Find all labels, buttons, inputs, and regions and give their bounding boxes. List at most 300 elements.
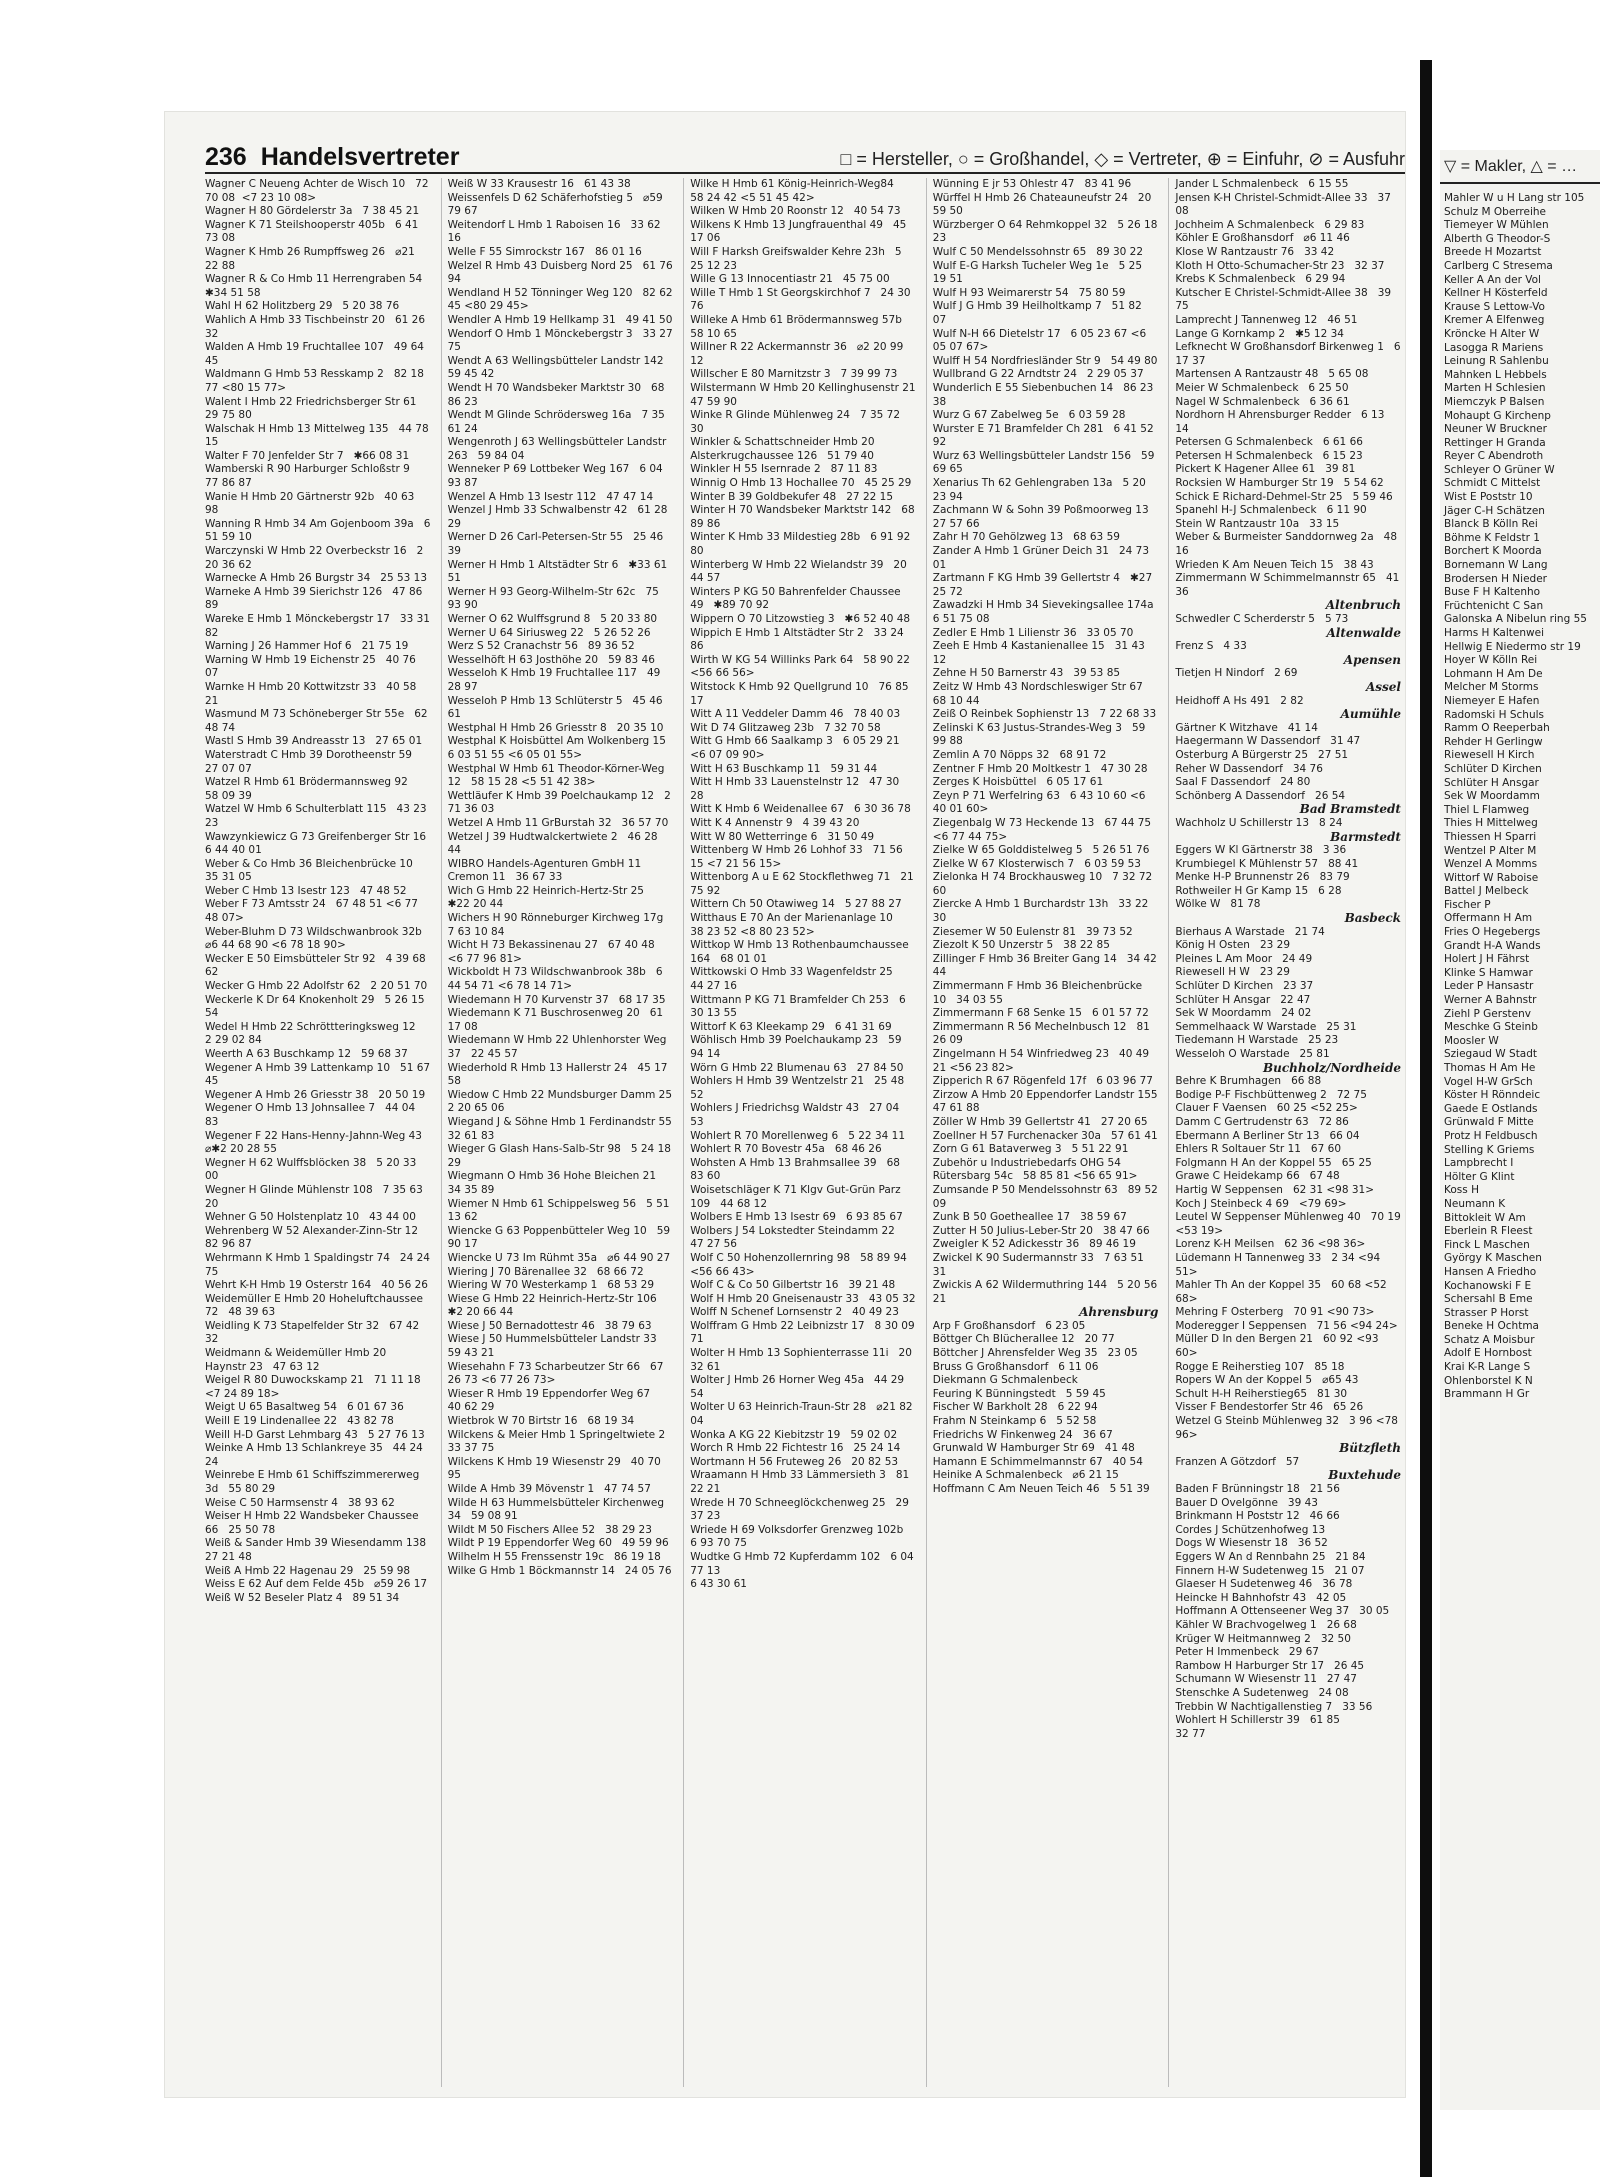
listing-entry: Zwickis A 62 Wildermuthring 144 5 20 56 21 <box>932 1279 1161 1305</box>
listing-entry: Winter K Hmb 33 Mildestieg 28b 6 91 92 80 <box>690 531 914 558</box>
adjacent-listing-entry: Schlüter H Ansgar <box>1444 776 1539 789</box>
listing-entry: Wulf C 50 Mendelssohnstr 65 89 30 22 <box>932 245 1144 258</box>
listing-column-4 <box>926 178 1168 2087</box>
listing-entry: Kutscher E Christel-Schmidt-Allee 38 39 75 <box>1175 286 1395 313</box>
listing-entry: Heinike A Schmalenbeck ⌀6 21 15 <box>932 1469 1119 1482</box>
listing-entry: Zedler E Hmb 1 Lilienstr 36 33 05 70 <box>932 626 1134 639</box>
listing-entry: Winterberg W Hmb 22 Wielandstr 39 20 44 57 <box>690 558 911 585</box>
listing-entry: Brinkmann H Poststr 12 46 66 <box>1175 1510 1340 1523</box>
town-heading: Bad Bramstedt <box>1299 802 1401 817</box>
listing-entry: Nagel W Schmalenbeck 6 36 61 <box>1175 395 1350 408</box>
listing-entry: Weber & Burmeister Sanddornweg 2a 48 16 <box>1175 531 1401 558</box>
listing-entry: Witt H 63 Buschkamp 11 59 31 44 <box>690 762 878 775</box>
listing-entry: Wittenborg A u E 62 Stockflethweg 71 21 75 92 <box>690 871 918 897</box>
listing-entry: Wiedemann H 70 Kurvenstr 37 68 17 35 <box>447 993 666 1006</box>
listing-entry: Wrede H 70 Schneeglöckchenweg 25 29 37 23 <box>690 1496 913 1523</box>
listing-entry: Wolter J Hmb 26 Horner Weg 45a 44 29 54 <box>690 1374 908 1400</box>
adjacent-listing-entry: Gaede E Ostlands <box>1444 1102 1538 1115</box>
listing-entry: Riewesell H W 23 29 <box>1175 966 1290 979</box>
adjacent-listing-entry: Galonska A Nibelun ring 55 <box>1444 613 1587 626</box>
listing-entry: Jochheim A Schmalenbeck 6 29 83 <box>1175 218 1365 231</box>
listing-entry: Wastl S Hmb 39 Andreasstr 13 27 65 01 <box>205 735 423 748</box>
listing-entry: Wölke W 81 78 <box>1175 898 1261 911</box>
listing-entry: Witthaus E 70 An der Marienanlage 10 38 23 52 <8 80 23 52> <box>690 912 903 938</box>
listing-entry: Werner U 64 Siriusweg 22 5 26 52 26 <box>447 626 651 639</box>
listing-entry: Wittmann P KG 71 Bramfelder Ch 253 6 30 13 55 <box>690 993 909 1020</box>
listing-entry: Wiegand J & Söhne Hmb 1 Ferdinandstr 55 32 61 83 <box>447 1115 682 1142</box>
adjacent-listing-entry: Schlüter D Kirchen <box>1444 762 1542 775</box>
listing-entry: Ropers W An der Koppel 5 ⌀65 43 <box>1175 1374 1359 1387</box>
listing-entry: Wohlers H Hmb 39 Wentzelstr 21 25 48 52 <box>690 1075 908 1101</box>
listing-entry: Weiser H Hmb 22 Wandsbeker Chaussee 66 25 50 78 <box>205 1510 422 1536</box>
listing-entry: Wille T Hmb 1 St Georgskirchhof 7 24 30 76 <box>690 286 914 313</box>
listing-entry: Wudtke G Hmb 72 Kupferdamm 102 6 04 77 13 <box>690 1550 918 1577</box>
listing-entry: Zimmermann W Schimmelmannstr 65 41 36 <box>1175 572 1403 598</box>
listing-entry: Rambow H Harburger Str 17 26 45 <box>1175 1659 1365 1672</box>
adjacent-listing-entry: Mahler W u H Lang str 105 <box>1444 192 1585 204</box>
listing-entry: Wilckens & Meier Hmb 1 Springeltwiete 2 33 37 75 <box>447 1428 676 1455</box>
listing-entry: Wieger G Glash Hans-Salb-Str 98 5 24 18 29 <box>447 1143 675 1169</box>
adjacent-listing-entry: Lohmann H Am De <box>1444 667 1543 680</box>
listing-entry: Wilke H Hmb 61 König-Heinrich-Weg84 58 24 42 <5 51 45 42> <box>690 178 904 204</box>
listing-entry: Heincke H Bahnhofstr 43 42 05 <box>1175 1591 1347 1604</box>
adjacent-page-legend: ▽ = Makler, △ = … <box>1440 150 1600 184</box>
adjacent-listing-entry: Kellner H Kösterfeld <box>1444 287 1548 300</box>
listing-entry: Wonka A KG 22 Kiebitzstr 19 59 02 02 <box>690 1428 898 1441</box>
adjacent-listing-entry: Niemeyer E Hafen <box>1444 694 1540 707</box>
listing-entry: Wulf J G Hmb 39 Heilholtkamp 7 51 82 07 <box>932 300 1146 326</box>
listing-entry: Waldmann G Hmb 53 Resskamp 2 82 18 77 <80 15 77> <box>205 368 428 394</box>
listing-entry: Wendorf O Hmb 1 Mönckebergstr 3 33 27 75 <box>447 327 677 354</box>
listing-entry: Wawzynkiewicz G 73 Greifenberger Str 16 6 44 40 01 <box>205 830 437 857</box>
adjacent-listing-entry: Tiemeyer W Mühlen <box>1444 219 1549 232</box>
listing-entry: Böttger Ch Blücherallee 12 20 77 <box>932 1333 1115 1346</box>
listing-entry: Heidhoff A Hs 491 2 82 <box>1175 694 1304 707</box>
listing-entry: Wetzel J 39 Hudtwalckertwiete 2 46 28 44 <box>447 830 661 857</box>
listing-entry: Werner H 93 Georg-Wilhelm-Str 62c 75 93 90 <box>447 585 663 612</box>
listing-entry: Wohlert R 70 Bovestr 45a 68 46 26 <box>690 1143 882 1156</box>
listing-entry: Willeke A Hmb 61 Brödermannsweg 57b 58 10 65 <box>690 313 912 340</box>
listing-entry: Wendt M Glinde Schrödersweg 16a 7 35 61 24 <box>447 409 669 435</box>
listing-entry: Wulf H 93 Weimarerstr 54 75 80 59 <box>932 286 1126 299</box>
listing-entry: Wiese J 50 Hummelsbütteler Landstr 33 59 43 21 <box>447 1333 667 1360</box>
adjacent-listing-entry: Köster H Rönndeic <box>1444 1089 1541 1102</box>
listing-entry: Watzel W Hmb 6 Schulterblatt 115 43 23 23 <box>205 803 430 829</box>
listing-entry: Wiese J 50 Bernadottestr 46 38 79 63 <box>447 1319 652 1332</box>
listing-entry: Petersen H Schmalenbeck 6 15 23 <box>1175 449 1363 462</box>
listing-entry: Wendler A Hmb 19 Hellkamp 31 49 41 50 <box>447 313 673 326</box>
listing-entry: Weise C 50 Harmsenstr 4 38 93 62 <box>205 1496 395 1509</box>
listing-entry: Wedel H Hmb 22 Schröttteringksweg 12 2 29 02 84 <box>205 1020 426 1047</box>
listing-entry: Wohlert H Schillerstr 39 61 85 <box>1175 1714 1340 1727</box>
listing-entry: Petersen G Schmalenbeck 6 61 66 <box>1175 436 1363 449</box>
listing-entry: Krebs K Schmalenbeck 6 29 94 <box>1175 273 1346 286</box>
adjacent-listing-entry: Mahnken L Hebbels <box>1444 368 1547 381</box>
listing-entry: Zunk B 50 Goetheallee 17 38 59 67 <box>932 1211 1127 1224</box>
listing-entry: Moderegger I Seppensen 71 56 <94 24> <box>1175 1319 1398 1332</box>
listing-entry: Wicht H 73 Bekassinenau 27 67 40 48 <6 77 96 81> <box>447 939 658 965</box>
listing-entry: Watzel R Hmb 61 Brödermannsweg 92 58 09 39 <box>205 776 418 802</box>
listing-entry: Wegener F 22 Hans-Henny-Jahnn-Weg 43 ⌀✱2 20 28 55 <box>205 1129 432 1156</box>
listing-entry: Wittenberg W Hmb 26 Lohhof 33 71 56 15 <7 21 56 15> <box>690 844 907 870</box>
listing-entry: Diekmann G Schmalenbeck <box>932 1374 1078 1387</box>
listing-entry: Grawe C Heidekamp 66 67 48 <box>1175 1170 1340 1183</box>
listing-entry: Behre K Brumhagen 66 88 <box>1175 1075 1322 1088</box>
page-header <box>205 136 1405 174</box>
listing-entry: Zahr H 70 Gehölzweg 13 68 63 59 <box>932 531 1120 544</box>
listing-entry: Wenzel J Hmb 33 Schwalbenstr 42 61 28 29 <box>447 504 671 530</box>
symbol-legend: □ = Hersteller, ○ = Großhandel, ◇ = Vertreter, ⊕ = Einfuhr, ⊘ = Ausfuhr <box>840 149 1405 169</box>
listing-entry: Wegener O Hmb 13 Johnsallee 7 44 04 83 <box>205 1102 419 1128</box>
listing-entry: Wenzel A Hmb 13 Isestr 112 47 47 14 <box>447 490 654 503</box>
listing-entry: Zipperich R 67 Rögenfeld 17f 6 03 96 77 <box>932 1075 1153 1088</box>
listing-entry: Würffel H Hmb 26 Chateauneufstr 24 20 59 50 <box>932 191 1155 218</box>
listing-entry: Wesseloh O Warstade 25 81 <box>1175 1048 1330 1060</box>
listing-entry: Wahlich A Hmb 33 Tischbeinstr 20 61 26 32 <box>205 313 429 340</box>
listing-entry: Wöhlisch Hmb 39 Poelchaukamp 23 59 94 14 <box>690 1034 905 1060</box>
town-heading: Assel <box>1365 679 1401 694</box>
listing-entry: Wegener A Hmb 26 Griesstr 38 20 50 19 <box>205 1088 426 1101</box>
adjacent-listing-entry: Breede H Mozartst <box>1444 246 1542 259</box>
listing-entry: Weitendorf L Hmb 1 Raboisen 16 33 62 16 <box>447 218 664 245</box>
listing-entry: Weerth A 63 Buschkamp 12 59 68 37 <box>205 1048 408 1060</box>
listing-entry: Witt H Hmb 33 Lauenstelnstr 12 47 30 28 <box>690 776 903 802</box>
listing-entry: Dogs W Wiesenstr 18 36 52 <box>1175 1537 1328 1550</box>
adjacent-listing-entry: Neuner W Bruckner <box>1444 423 1547 436</box>
listing-entry: Cordes J Schützenhofweg 13 <box>1175 1523 1326 1536</box>
listing-entry: Wiedemann K 71 Buschrosenweg 20 61 17 08 <box>447 1007 667 1033</box>
listing-entry: Wurz 63 Wellingsbütteler Landstr 156 59 69 65 <box>932 449 1158 476</box>
listing-entry: Wurz G 67 Zabelweg 5e 6 03 59 28 <box>932 409 1126 422</box>
listing-entry: Warning J 26 Hammer Hof 6 21 75 19 <box>205 640 409 653</box>
listing-entry: Weill H-D Garst Lehmbarg 43 5 27 76 13 <box>205 1428 425 1441</box>
listing-entry: Wit D 74 Glitzaweg 23b 7 32 70 58 <box>690 721 881 734</box>
listing-entry: Saal F Dassendorf 24 80 <box>1175 776 1311 789</box>
listing-entry: Feuring K Bünningstedt 5 59 45 <box>932 1387 1106 1400</box>
listing-entry: Leutel W Seppenser Mühlenweg 40 70 19 <53 19> <box>1175 1211 1405 1237</box>
adjacent-listing-entry: Schmidt C Mittelst <box>1444 477 1541 490</box>
listing-entry: Böttcher J Ahrensfelder Weg 35 23 05 <box>932 1347 1138 1360</box>
listing-entry: Zimmermann F Hmb 36 Bleichenbrücke 10 34 03 55 <box>932 980 1146 1006</box>
listing-entry: Wraamann H Hmb 33 Lämmersieth 3 81 22 21 <box>690 1469 913 1495</box>
listing-entry: Zielke W 65 Golddistelweg 5 5 26 51 76 <box>932 844 1150 857</box>
listing-entry: Wich G Hmb 22 Heinrich-Hertz-Str 25 ✱22 20 44 <box>447 884 655 911</box>
listing-entry: Lamprecht J Tannenweg 12 46 51 <box>1175 313 1358 326</box>
listing-entry: Zielke W 67 Klosterwisch 7 6 03 59 53 <box>932 857 1141 870</box>
listing-entry: Weidmann & Weidemüller Hmb 20 Haynstr 23 47 63 12 <box>205 1347 390 1373</box>
listing-entry: Wiedemann W Hmb 22 Uhlenhorster Weg 37 22 45 57 <box>447 1034 670 1060</box>
listing-entry: Visser F Bendestorfer Str 46 65 26 <box>1175 1401 1364 1414</box>
listing-entry: Winters P KG 50 Bahrenfelder Chaussee 49 ✱89 70 92 <box>690 585 904 612</box>
listing-entry: Winkler H 55 Isernrade 2 87 11 83 <box>690 463 878 476</box>
listing-entry: Bodige P-F Fischbüttenweg 2 72 75 <box>1175 1088 1367 1101</box>
listing-entry: Rocksien W Hamburger Str 19 5 54 62 <box>1175 477 1384 490</box>
listing-column-3 <box>683 178 926 2087</box>
listing-entry: Klose W Rantzaustr 76 33 42 <box>1175 245 1335 258</box>
adjacent-listing-entry: Finck L Maschen <box>1444 1238 1530 1251</box>
listing-entry: Stein W Rantzaustr 10a 33 15 <box>1175 517 1340 530</box>
listing-entry: Warczynski W Hmb 22 Overbeckstr 16 2 20 36 62 <box>205 545 427 571</box>
listing-entry: Wirth W KG 54 Willinks Park 64 58 90 22 <56 66 56> <box>690 653 914 680</box>
listing-entry: Warnecke A Hmb 26 Burgstr 34 25 53 13 <box>205 572 428 585</box>
page-number: 236 <box>205 143 247 171</box>
listing-entry: Wiencke G 63 Poppenbütteler Weg 10 59 90 17 <box>447 1224 674 1251</box>
listing-entry: Wehrenberg W 52 Alexander-Zinn-Str 12 82 96 87 <box>205 1224 429 1251</box>
listing-entry: Hoffmann A Ottenseener Weg 37 30 05 <box>1175 1605 1390 1618</box>
listing-entry: Finnern H-W Sudetenweg 15 21 07 <box>1175 1564 1365 1577</box>
adjacent-listing-entry: Schulz M Oberreihe <box>1444 205 1547 218</box>
listing-entry: Weidemüller E Hmb 20 Hoheluftchaussee 72 48 39 63 <box>205 1292 427 1319</box>
adjacent-listing-entry: Hoyer W Kölln Rei <box>1444 654 1538 667</box>
listing-entry: Peter H Immenbeck 29 67 <box>1175 1646 1319 1659</box>
listing-entry: Westphal W Hmb 61 Theodor-Körner-Weg 12 58 15 28 <5 51 42 38> <box>447 762 668 789</box>
listing-entry: Zeiß O Reinbek Sophienstr 13 7 22 68 33 <box>932 708 1157 721</box>
listing-entry: Tiedemann H Warstade 25 23 <box>1175 1034 1339 1047</box>
listing-entry: Westphal H Hmb 26 Griesstr 8 20 35 10 <box>447 721 664 734</box>
listing-entry: Jander L Schmalenbeck 6 15 55 <box>1175 178 1349 190</box>
listing-entry: Zillinger F Hmb 36 Breiter Gang 14 34 42 44 <box>932 952 1161 979</box>
adjacent-listing-entry: Moosler W <box>1444 1034 1499 1047</box>
listing-entry: Zingelmann H 54 Winfriedweg 23 40 49 21 <56 23 82> <box>932 1048 1153 1074</box>
listing-entry: Wolf C & Co 50 Gilbertstr 16 39 21 48 <box>690 1279 896 1292</box>
listing-entry: Wippich E Hmb 1 Altstädter Str 2 33 24 86 <box>690 626 908 653</box>
listing-entry: Weber C Hmb 13 Isestr 123 47 48 52 <box>205 884 407 897</box>
listing-entry: Zachmann W & Sohn 39 Poßmoorweg 13 27 57 66 <box>932 504 1159 530</box>
adjacent-listing-entry: Ramm O Reeperbah <box>1444 722 1550 735</box>
listing-entry: Tietjen H Nindorf 2 69 <box>1175 667 1298 680</box>
listing-entry: Lange G Kornkamp 2 ✱5 12 34 <box>1175 327 1344 340</box>
listing-entry: Eggers W Kl Gärtnerstr 38 3 36 <box>1175 844 1347 857</box>
listing-entry: Wiegmann O Hmb 36 Hohe Bleichen 21 34 35 89 <box>447 1170 667 1196</box>
adjacent-listing-entry: Jäger C-H Schätzen <box>1444 504 1545 517</box>
listing-entry: Friedrichs W Finkenweg 24 36 67 <box>932 1428 1113 1441</box>
listing-entry: Pleines L Am Moor 24 49 <box>1175 952 1313 965</box>
directory-page <box>165 112 1405 2097</box>
listing-entry: Wiemer N Hmb 61 Schippelsweg 56 5 51 13 62 <box>447 1197 673 1224</box>
town-heading: Basbeck <box>1344 911 1401 926</box>
listing-entry: Wolf H Hmb 20 Gneisenaustr 33 43 05 32 <box>690 1292 916 1305</box>
listing-entry: Wehrt K-H Hmb 19 Osterstr 164 40 56 26 <box>205 1279 428 1292</box>
listing-entry: Werner D 26 Carl-Petersen-Str 55 25 46 39 <box>447 531 667 558</box>
listing-entry: Wagner K 71 Steilshooperstr 405b 6 41 73 08 <box>205 218 422 245</box>
listing-entry: Wunderlich E 55 Siebenbuchen 14 86 23 38 <box>932 381 1157 408</box>
listing-entry: Zumsande P 50 Mendelssohnstr 63 89 52 09 <box>932 1183 1162 1210</box>
adjacent-listing-entry: Vogel H-W GrSch <box>1444 1075 1533 1088</box>
adjacent-listing-entry: Hölter G Klint <box>1444 1170 1515 1183</box>
listing-entry: Wolter H Hmb 13 Sophienterrasse 11i 20 32 61 <box>690 1347 916 1373</box>
listing-entry: Willner R 22 Ackermannstr 36 ⌀2 20 99 12 <box>690 341 907 367</box>
listing-entry: Zielonka H 74 Brockhausweg 10 7 32 72 60 <box>932 871 1156 897</box>
listing-entry: Wecker E 50 Eimsbütteler Str 92 4 39 68 62 <box>205 952 430 979</box>
listing-entry: Ziesemer W 50 Eulenstr 81 39 73 52 <box>932 925 1133 938</box>
listing-entry: Werner O 62 Wulffsgrund 8 5 20 33 80 <box>447 613 658 625</box>
adjacent-listing-entry: Grünwald F Mitte <box>1444 1116 1534 1129</box>
town-heading: Buchholz/Nordheide <box>1262 1060 1401 1075</box>
adjacent-listing-entry: Wist E Poststr 10 <box>1444 491 1533 504</box>
listing-entry: Zubehör u Industriebedarfs OHG 54 Rütersbarg 54c 58 85 81 <56 65 91> <box>932 1156 1138 1183</box>
listing-entry: Müller D In den Bergen 21 60 92 <93 60> <box>1175 1333 1382 1360</box>
listing-entry: Wichers H 90 Rönneburger Kirchweg 17g 7 63 10 84 <box>447 912 674 938</box>
adjacent-listing-entry: Ziehl P Gerstenv <box>1444 1007 1531 1020</box>
town-heading: Altenbruch <box>1325 598 1401 613</box>
listing-entry: Wriede H 69 Volksdorfer Grenzweg 102b 6 93 70 75 <box>690 1523 914 1550</box>
adjacent-listing-entry: Schleyer O Grüner W <box>1444 463 1555 476</box>
listing-entry: Wolbers E Hmb 13 Isestr 69 6 93 85 67 <box>690 1211 903 1224</box>
listing-entry: Schick E Richard-Dehmel-Str 25 5 59 46 <box>1175 490 1393 503</box>
adjacent-listing-entry: Radomski H Schuls <box>1444 708 1544 721</box>
listing-entry: Warnke H Hmb 20 Kottwitzstr 33 40 58 21 <box>205 680 420 707</box>
listing-entry: Rogge E Reiherstieg 107 85 18 <box>1175 1360 1345 1373</box>
adjacent-listing-entry: Sziegaud W Stadt <box>1444 1048 1538 1061</box>
listing-entry: Weigel R 80 Duwockskamp 21 71 11 18 <7 24 89 18> <box>205 1374 424 1400</box>
town-heading: Altenwalde <box>1326 625 1401 640</box>
listing-entry: Wulff H 54 Nordfriesländer Str 9 54 49 80 <box>932 354 1158 367</box>
adjacent-listing-entry: Bornemann W Lang <box>1444 559 1548 572</box>
listing-entry: Bierhaus A Warstade 21 74 <box>1175 925 1325 938</box>
listing-entry: Wilkens K Hmb 13 Jungfrauenthal 49 45 17 06 <box>690 218 910 245</box>
listing-entry: Nordhorn H Ahrensburger Redder 6 13 14 <box>1175 409 1388 435</box>
listing-entry: Zimmermann F 68 Senke 15 6 01 57 72 <box>932 1007 1149 1020</box>
listing-entry: Wagner H 80 Gördelerstr 3a 7 38 45 21 <box>205 205 420 218</box>
listing-entry: Wrieden K Am Neuen Teich 15 38 43 <box>1175 558 1374 571</box>
listing-entry: Zoellner H 57 Furchenacker 30a 57 61 41 <box>932 1129 1158 1142</box>
listing-entry: Wagner C Neueng Achter de Wisch 10 72 70 08 <7 23 10 08> <box>205 178 432 204</box>
listing-entry: Glaeser H Sudetenweg 46 36 78 <box>1175 1578 1353 1591</box>
listing-entry: 6 43 30 61 <box>690 1578 747 1591</box>
listing-entry: Ziercke A Hmb 1 Burchardstr 13h 33 22 30 <box>932 898 1152 925</box>
listing-entry: Wecker G Hmb 22 Adolfstr 62 2 20 51 70 <box>205 980 428 993</box>
listing-entry: Damm C Gertrudenstr 63 72 86 <box>1175 1115 1349 1128</box>
listing-entry: Zeeh E Hmb 4 Kastanienallee 15 31 43 12 <box>932 640 1149 666</box>
listing-entry: Wiederhold R Hmb 13 Hallerstr 24 45 17 58 <box>447 1061 671 1088</box>
listing-entry: Witt K Hmb 6 Weidenallee 67 6 30 36 78 <box>690 803 911 816</box>
listing-entry: Eggers W An d Rennbahn 25 21 84 <box>1175 1550 1366 1563</box>
listing-entry: 32 77 <box>1175 1727 1206 1740</box>
adjacent-listing-entry: Hellwig E Niedermo str 19 <box>1444 640 1581 653</box>
listing-entry: Witt K 4 Annenstr 9 4 39 43 20 <box>690 816 860 829</box>
adjacent-listing-entry: Brodersen H Nieder <box>1444 572 1547 585</box>
listing-entry: Waterstradt C Hmb 39 Dorotheenstr 59 27 07 07 <box>205 748 422 775</box>
listing-entry: Wittorf K 63 Kleekamp 29 6 41 31 69 <box>690 1020 892 1033</box>
listing-entry: Wieser R Hmb 19 Eppendorfer Weg 67 40 62 29 <box>447 1387 661 1414</box>
adjacent-listing-entry: Thiel L Flamweg <box>1444 803 1530 816</box>
adjacent-listing-entry: Wentzel P Alter M <box>1444 844 1537 857</box>
listing-entry: WIBRO Handels-Agenturen GmbH 11 Cremon 11 36 67 33 <box>447 857 645 884</box>
adjacent-page-edge <box>1440 150 1600 2110</box>
listing-entry: Grunwald W Hamburger Str 69 41 48 <box>932 1442 1135 1455</box>
adjacent-listing-entry: György K Maschen <box>1444 1252 1542 1265</box>
listing-entry: Wildt M 50 Fischers Allee 52 38 29 23 <box>447 1523 652 1536</box>
listing-entry: Weidling K 73 Stapelfelder Str 32 67 42 32 <box>205 1319 423 1346</box>
listing-entry: Zentner F Hmb 20 Moltkestr 1 47 30 28 <box>932 762 1148 775</box>
listing-entry: Weber & Co Hmb 36 Bleichenbrücke 10 35 31 05 <box>205 857 423 884</box>
listing-entry: Weiss E 62 Auf dem Felde 45b ⌀59 26 17 <box>205 1578 428 1591</box>
town-heading: Aumühle <box>1340 707 1401 722</box>
adjacent-page-column <box>1440 184 1600 1410</box>
listing-entry: Zutter H 50 Julius-Leber-Str 20 38 47 66 <box>932 1224 1150 1237</box>
listing-entry: Weigt U 65 Basaltweg 54 6 01 67 36 <box>205 1401 404 1414</box>
binding-gutter <box>1420 60 1432 2177</box>
listing-entry: Zartmann F KG Hmb 39 Gellertstr 4 ✱27 25 72 <box>932 572 1156 598</box>
listing-entry: Wünning E jr 53 Ohlestr 47 83 41 96 <box>932 178 1132 190</box>
listing-entry: Weiß A Hmb 22 Hagenau 29 25 59 98 <box>205 1564 411 1577</box>
listing-entry: Wilhelm H 55 Frenssenstr 19c 86 19 18 <box>447 1550 661 1563</box>
listing-entry: Hoffmann C Am Neuen Teich 46 5 51 39 <box>932 1483 1150 1495</box>
listing-entry: Wolter U 63 Heinrich-Traun-Str 28 ⌀21 82 04 <box>690 1401 916 1428</box>
adjacent-listing-entry: Klinke S Hamwar <box>1444 966 1533 979</box>
listing-entry: Wenneker P 69 Lottbeker Weg 167 6 04 93 87 <box>447 463 667 490</box>
listing-entry: Warning W Hmb 19 Eichenstr 25 40 76 07 <box>205 653 420 680</box>
adjacent-listing-entry: Grandt H-A Wands <box>1444 939 1541 952</box>
listing-entry: Wohsten A Hmb 13 Brahmsallee 39 68 83 60 <box>690 1156 904 1183</box>
adjacent-listing-entry: Borchert K Moorda <box>1444 545 1542 558</box>
listing-entry: Wehner G 50 Holstenplatz 10 43 44 00 <box>205 1211 416 1224</box>
listing-entry: Bauer D Ovelgönne 39 43 <box>1175 1496 1318 1509</box>
adjacent-listing-entry: Früchtenicht C San <box>1444 599 1544 612</box>
listing-entry: Wolffram G Hmb 22 Leibnizstr 17 8 30 09 71 <box>690 1319 918 1346</box>
listing-entry: Kloth H Otto-Schumacher-Str 23 32 37 <box>1175 259 1385 272</box>
listing-entry: Welle F 55 Simrockstr 167 86 01 16 <box>447 245 642 258</box>
listing-entry: Witt A 11 Veddeler Damm 46 78 40 03 <box>690 708 901 721</box>
listing-entry: Mahler Th An der Koppel 35 60 68 <52 68> <box>1175 1279 1391 1305</box>
listing-entry: Wiese G Hmb 22 Heinrich-Hertz-Str 106 ✱2 20 66 44 <box>447 1292 667 1319</box>
listing-entry: Wengenroth J 63 Wellingsbütteler Landstr 263 59 84 04 <box>447 436 670 462</box>
listing-entry: Weiß W 52 Beseler Platz 4 89 51 34 <box>205 1591 400 1604</box>
adjacent-listing-entry: Lampbrecht I <box>1444 1157 1514 1170</box>
adjacent-listing-entry: Krause S Lettow-Vo <box>1444 300 1545 313</box>
listing-entry: Frenz S 4 33 <box>1175 640 1247 653</box>
listing-entry: Zander A Hmb 1 Grüner Deich 31 24 73 01 <box>932 545 1153 571</box>
listing-entry: Wachholz U Schillerstr 13 8 24 <box>1175 816 1343 829</box>
listing-entry: Clauer F Vaensen 60 25 <52 25> <box>1175 1102 1358 1115</box>
adjacent-listing-entry: Battel J Melbeck <box>1444 885 1529 898</box>
adjacent-listing-entry: Strasser P Horst <box>1444 1306 1529 1319</box>
listing-columns <box>205 178 1405 2087</box>
listing-entry: Zwickel K 90 Sudermannstr 33 7 63 51 31 <box>932 1251 1148 1278</box>
adjacent-listing-entry: Mohaupt G Kirchenp <box>1444 409 1551 422</box>
listing-entry: Lefknecht W Großhansdorf Birkenweg 1 6 17 37 <box>1175 341 1404 367</box>
listing-entry: Zorn G 61 Bataverweg 3 5 51 22 91 <box>932 1143 1129 1156</box>
listing-entry: Semmelhaack W Warstade 25 31 <box>1175 1020 1357 1033</box>
listing-entry: Wickboldt H 73 Wildschwanbrook 38b 6 44 54 71 <6 78 14 71> <box>447 966 666 993</box>
adjacent-listing-entry: Schatz A Moisbur <box>1444 1333 1535 1346</box>
listing-entry: Wasmund M 73 Schöneberger Str 55e 62 48 74 <box>205 708 431 734</box>
listing-entry: Sek W Moordamm 24 02 <box>1175 1007 1312 1020</box>
listing-entry: Winter B 39 Goldbekufer 48 27 22 15 <box>690 490 894 503</box>
listing-entry: Will F Harksh Greifswalder Kehre 23h 5 25 12 23 <box>690 245 905 272</box>
listing-entry: Wietbrok W 70 Birtstr 16 68 19 34 <box>447 1415 635 1428</box>
adjacent-listing-entry: Carlberg C Stresema <box>1444 259 1553 272</box>
adjacent-listing-entry: Beneke H Ochtma <box>1444 1320 1539 1333</box>
listing-entry: Wilken W Hmb 20 Roonstr 12 40 54 73 <box>690 205 901 218</box>
adjacent-listing-entry: Kröncke H Alter W <box>1444 327 1540 340</box>
listing-entry: Trebbin W Nachtigallenstieg 7 33 56 <box>1175 1700 1373 1713</box>
listing-entry: Frahm N Steinkamp 6 5 52 58 <box>932 1415 1097 1428</box>
listing-entry: Zweigler K 52 Adickesstr 36 89 46 19 <box>932 1238 1136 1251</box>
listing-entry: Wilke G Hmb 1 Böckmannstr 14 24 05 76 <box>447 1564 672 1577</box>
adjacent-listing-entry: Lasogga R Mariens <box>1444 341 1544 354</box>
adjacent-listing-entry: Melcher M Storms <box>1444 681 1539 694</box>
listing-entry: Schönberg A Dassendorf 26 54 <box>1175 789 1346 802</box>
adjacent-listing-entry: Wenzel A Momms <box>1444 858 1538 871</box>
listing-entry: Reher W Dassendorf 34 76 <box>1175 762 1323 775</box>
listing-entry: Wille G 13 Innocentiastr 21 45 75 00 <box>690 273 890 286</box>
adjacent-listing-entry: Leinung R Sahlenbu <box>1444 355 1549 368</box>
listing-entry: Wegner H Glinde Mühlenstr 108 7 35 63 20 <box>205 1183 427 1210</box>
listing-entry: Wesselhöft H 63 Josthöhe 20 59 83 46 <box>447 653 655 666</box>
listing-entry: Martensen A Rantzaustr 48 5 65 08 <box>1175 368 1369 381</box>
listing-entry: Wohlert R 70 Morellenweg 6 5 22 34 11 <box>690 1129 906 1142</box>
